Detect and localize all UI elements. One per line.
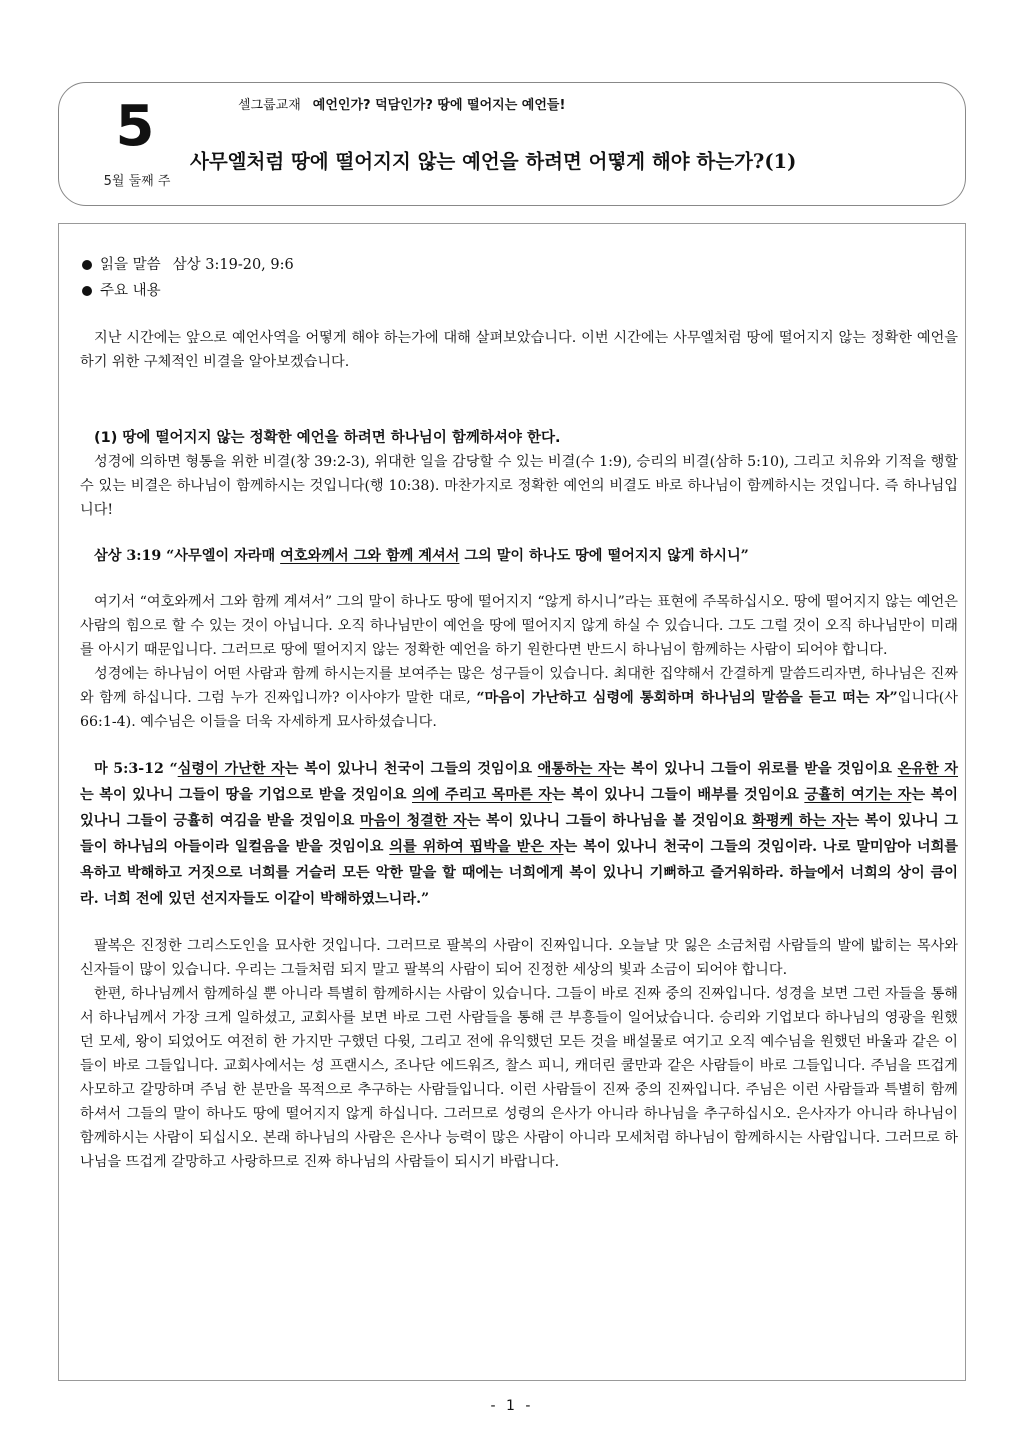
- verse-underline: 애통하는 자: [537, 761, 612, 777]
- reading-item: [82, 252, 958, 278]
- verse-text: 는 복이 있나니 천국이 그들의 것임이요: [284, 761, 538, 777]
- verse-text: 마 5:3-12 “: [94, 761, 178, 777]
- reading-bullets: [80, 252, 958, 304]
- paragraph-3: [80, 662, 958, 734]
- paragraph-text: 입니다(사 66:1-4). 예수님은 이들을 더욱 자세하게 묘사하셨습니다.: [80, 690, 959, 730]
- verse-text: 는 복이 있나니 그들이 배부를 것임이요: [551, 787, 805, 803]
- verse-text: 는 복이 있나니 천국이 그들의 것임이라. 나로 말미암아 너희를 욕하고 박해하고 거짓으로 너희를 거슬러 모든 악한 말을 할 때에는 너희에게 복이 있나니 기뻐하고 즐거워하라. 하늘에서 너희의 상이 큼이라. 너희 전에 있던 선지자들도 이같이 박해하였느니라.”: [80, 839, 958, 907]
- verse-text: 는 복이 있나니 그들이 하나님을 볼 것임이요: [466, 813, 753, 829]
- paragraph-4: 팔복은 진정한 그리스도인을 묘사한 것입니다. 그러므로 팔복의 사람이 진짜입니다. 오늘날 맛 잃은 소금처럼 사람들의 발에 밟히는 목사와 신자들이 많이 있습니다. 우리는 그들처럼 되지 말고 팔복의 사람이 되어 진정한 세상의 빛과 소금이 되어야 합니다.: [80, 938, 958, 978]
- verse-samuel: [80, 544, 958, 568]
- series-line: [238, 94, 565, 113]
- verse-underline: 긍휼히 여기는 자: [804, 787, 912, 803]
- reading-reference: 삼상 3:19-20, 9:6: [172, 257, 294, 273]
- paragraph-1: 성경에 의하면 형통을 위한 비결(창 39:2-3), 위대한 일을 감당할 수 있는 비결(수 1:9), 승리의 비결(삼하 5:10), 그리고 치유와 기적을 행할 수 있는 비결은 하나님이 함께하시는 것입니다(행 10:38). 마찬가지로 정확한 예언의 비결도 바로 하나님이 함께하시는 것입니다. 즉 하나님입니다!: [80, 454, 958, 518]
- verse-text: 는 복이 있나니 그들이 위로를 받을 것임이요: [611, 761, 898, 777]
- week-label: 5월 둘째 주: [103, 174, 171, 189]
- verse-underline: 화평케 하는 자: [752, 813, 846, 829]
- verse-beatitudes: [80, 756, 958, 912]
- page-number: - 1 -: [490, 1398, 534, 1414]
- verse-underline: 여호와께서 그와 함께 계셔서: [280, 548, 460, 564]
- content: [80, 252, 958, 1174]
- reading-label: 읽을 말씀: [100, 257, 161, 273]
- verse-text: 는 복이 있나니 그들이 땅을 기업으로 받을 것임이요: [80, 787, 412, 803]
- verse-text: 는 복이 있나니 그들이 하나님의 아들이라 일컬음을 받을 것임이요: [80, 813, 958, 855]
- verse-underline: 의에 주리고 목마른 자: [412, 787, 552, 803]
- verse-text: 는 복이 있나니 그들이 긍휼히 여김을 받을 것임이요: [80, 787, 958, 829]
- verse-underline: 심령이 가난한 자: [177, 761, 285, 777]
- main-content-item: [82, 278, 958, 304]
- verse-underline: 의를 위하여 핍박을 받은 자: [389, 839, 564, 855]
- isaiah-quote: “마음이 가난하고 심령에 통회하며 하나님의 말씀을 듣고 떠는 자”: [476, 690, 898, 706]
- bullet-icon: [82, 260, 92, 270]
- paragraph-2: 여기서 “여호와께서 그와 함께 계셔서” 그의 말이 하나도 땅에 떨어지지 “않게 하시니”라는 표현에 주목하십시오. 땅에 떨어지지 않는 예언은 사람의 힘으로 할 수 있는 것이 아닙니다. 오직 하나님만이 예언을 땅에 떨어지지 않게 하실 수 있습니다. 그도 그럴 것이 오직 하나님만이 미래를 아시기 때문입니다. 그러므로 땅에 떨어지지 않는 정확한 예언을 하기 원한다면 반드시 하나님이 함께하는 사람이 되어야 합니다.: [80, 594, 958, 658]
- verse-underline: 마음이 청결한 자: [359, 813, 467, 829]
- verse-text: 삼상 3:19 “사무엘이 자라매: [94, 548, 281, 564]
- series-label: 셀그룹교재: [238, 98, 301, 113]
- page-title: 사무엘처럼 땅에 떨어지지 않는 예언을 하려면 어떻게 해야 하는가?(1): [190, 150, 797, 173]
- verse-underline: 온유한 자: [897, 761, 958, 777]
- verse-text: 그의 말이 하나도 땅에 떨어지지 않게 하시니”: [459, 548, 749, 564]
- paragraph-5: 한편, 하나님께서 함께하실 뿐 아니라 특별히 함께하시는 사람이 있습니다. 그들이 바로 진짜 중의 진짜입니다. 성경을 보면 그런 자들을 통해서 하나님께서 가장 크게 일하셨고, 교회사를 보면 바로 그런 사람들을 통해 큰 부흥들이 일어났습니다. 승리와 기업보다 하나님의 영광을 원했던 모세, 왕이 되었어도 여전히 한 가지만 구했던 다윗, 그리고 전에 유익했던 모든 것을 배설물로 여기고 오직 예수님을 원했던 바울과 같은 이들이 바로 그들입니다. 교회사에서는 성 프랜시스, 조나단 에드워즈, 찰스 피니, 캐더린 쿨만과 같은 사람들이 바로 그들입니다. 주님을 뜨겁게 사모하고 갈망하며 주님 한 분만을 목적으로 추구하는 사람들입니다. 이런 사람들이 진짜 중의 진짜입니다. 주님은 이런 사람들과 특별히 함께하셔서 그들의 말이 하나도 땅에 떨어지지 않게 하십니다. 그러므로 성령의 은사가 아니라 하나님을 추구하십시오. 은사자가 아니라 하나님이 함께하시는 사람이 되십시오. 본래 하나님의 사람은 은사나 능력이 많은 사람이 아니라 모세처럼 하나님이 함께하시는 사람입니다. 그러므로 하나님을 뜨겁게 갈망하고 사랑하므로 진짜 하나님의 사람들이 되시기 바랍니다.: [80, 986, 958, 1170]
- paragraph-text: 성경에는 하나님이 어떤 사람과 함께 하시는지를 보여주는 많은 성구들이 있습니다. 최대한 집약해서 간결하게 말씀드리자면, 하나님은 진짜와 함께 하십니다. 그럼 누가 진짜입니까? 이사야가 말한 대로,: [80, 666, 958, 706]
- main-content-label: 주요 내용: [100, 283, 161, 299]
- intro-paragraph: 지난 시간에는 앞으로 예언사역을 어떻게 해야 하는가에 대해 살펴보았습니다. 이번 시간에는 사무엘처럼 땅에 떨어지지 않는 정확한 예언을 하기 위한 구체적인 비결을 알아보겠습니다.: [80, 330, 958, 370]
- section-heading: (1) 땅에 떨어지지 않는 정확한 예언을 하려면 하나님이 함께하셔야 한다.: [94, 430, 561, 446]
- series-name: 예언인가? 덕담인가? 땅에 떨어지는 예언들!: [312, 98, 566, 113]
- lesson-number: 5: [115, 94, 155, 159]
- bullet-icon: [82, 286, 92, 296]
